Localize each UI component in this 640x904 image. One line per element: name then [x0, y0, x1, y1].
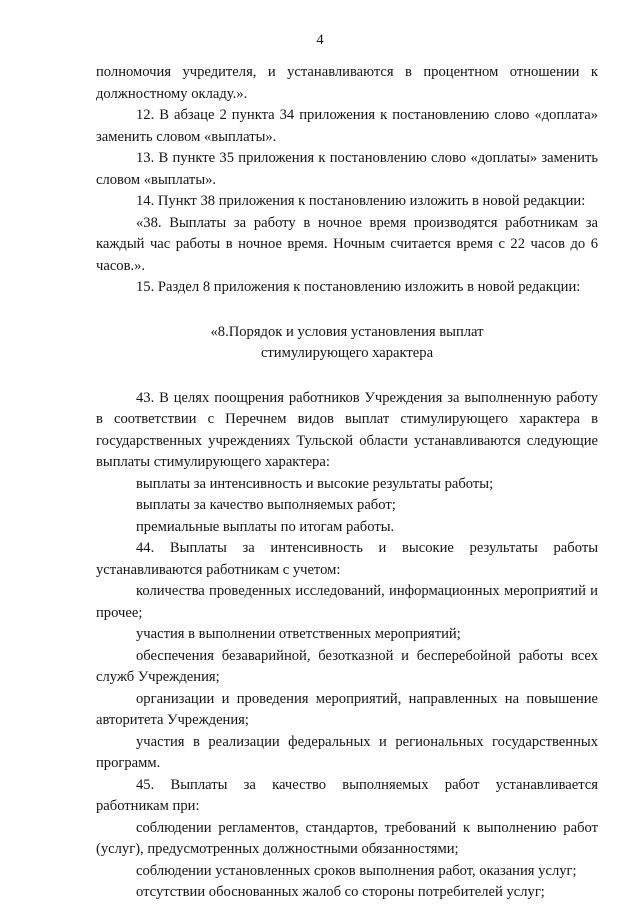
- section-heading: [96, 322, 598, 364]
- paragraph-item-14: 14. Пункт 38 приложения к постановлению изложить в новой редакции:: [136, 193, 586, 209]
- page-number: 4: [316, 32, 324, 48]
- paragraph-continuation: полномочия учредителя, и устанавливаются в процентном отношении к должностному окладу.».: [96, 64, 598, 102]
- list-item: выплаты за интенсивность и высокие результаты работы;: [136, 475, 494, 492]
- list-item: участия в реализации федеральных и региональных государственных программ.: [96, 733, 598, 771]
- section-heading-line-2: стимулирующего характера: [260, 344, 434, 361]
- list-item: соблюдении регламентов, стандартов, требований к выполнению работ (услуг), предусмотренных должностными обязанностями;: [96, 819, 598, 857]
- list-item: соблюдении установленных сроков выполнения работ, оказания услуг;: [136, 862, 577, 879]
- list-item: обеспечения безаварийной, безотказной и бесперебойной работы всех служб Учреждения;: [96, 647, 598, 685]
- paragraph-item-45: 45. Выплаты за качество выполняемых работ устанавливается работникам при:: [96, 776, 598, 814]
- document-body: [96, 62, 598, 904]
- list-item: участия в выполнении ответственных мероприятий;: [136, 626, 461, 642]
- paragraph-item-13: 13. В пункте 35 приложения к постановлению слово «доплаты» заменить словом «выплаты».: [96, 150, 598, 188]
- paragraph-item-15: 15. Раздел 8 приложения к постановлению изложить в новой редакции:: [136, 279, 581, 295]
- paragraph-item-12: 12. В абзаце 2 пункта 34 приложения к постановлению слово «доплата» заменить словом «выплаты».: [96, 107, 598, 145]
- list-item: выплаты за качество выполняемых работ;: [136, 497, 396, 513]
- list-item: количества проведенных исследований, информационных мероприятий и прочее;: [96, 583, 598, 621]
- paragraph-item-38: «38. Выплаты за работу в ночное время производятся работникам за каждый час работы в ночное время. Ночным считается время с 22 часов до 6 часов.».: [96, 214, 598, 274]
- section-heading-line-1: «8.Порядок и условия установления выплат: [210, 323, 484, 340]
- list-item: организации и проведения мероприятий, направленных на повышение авторитета Учреждения;: [96, 690, 598, 728]
- paragraph-item-43: 43. В целях поощрения работников Учреждения за выполненную работу в соответствии с Перечнем видов выплат стимулирующего характера в государственных учреждениях Тульской области устанавливаются следующие выплаты стимулирующего характера:: [96, 389, 598, 470]
- paragraph-item-44: 44. Выплаты за интенсивность и высокие результаты работы устанавливаются работникам с учетом:: [96, 540, 598, 578]
- list-item: отсутствии обоснованных жалоб со стороны потребителей услуг;: [136, 884, 545, 900]
- list-item: премиальные выплаты по итогам работы.: [136, 518, 395, 535]
